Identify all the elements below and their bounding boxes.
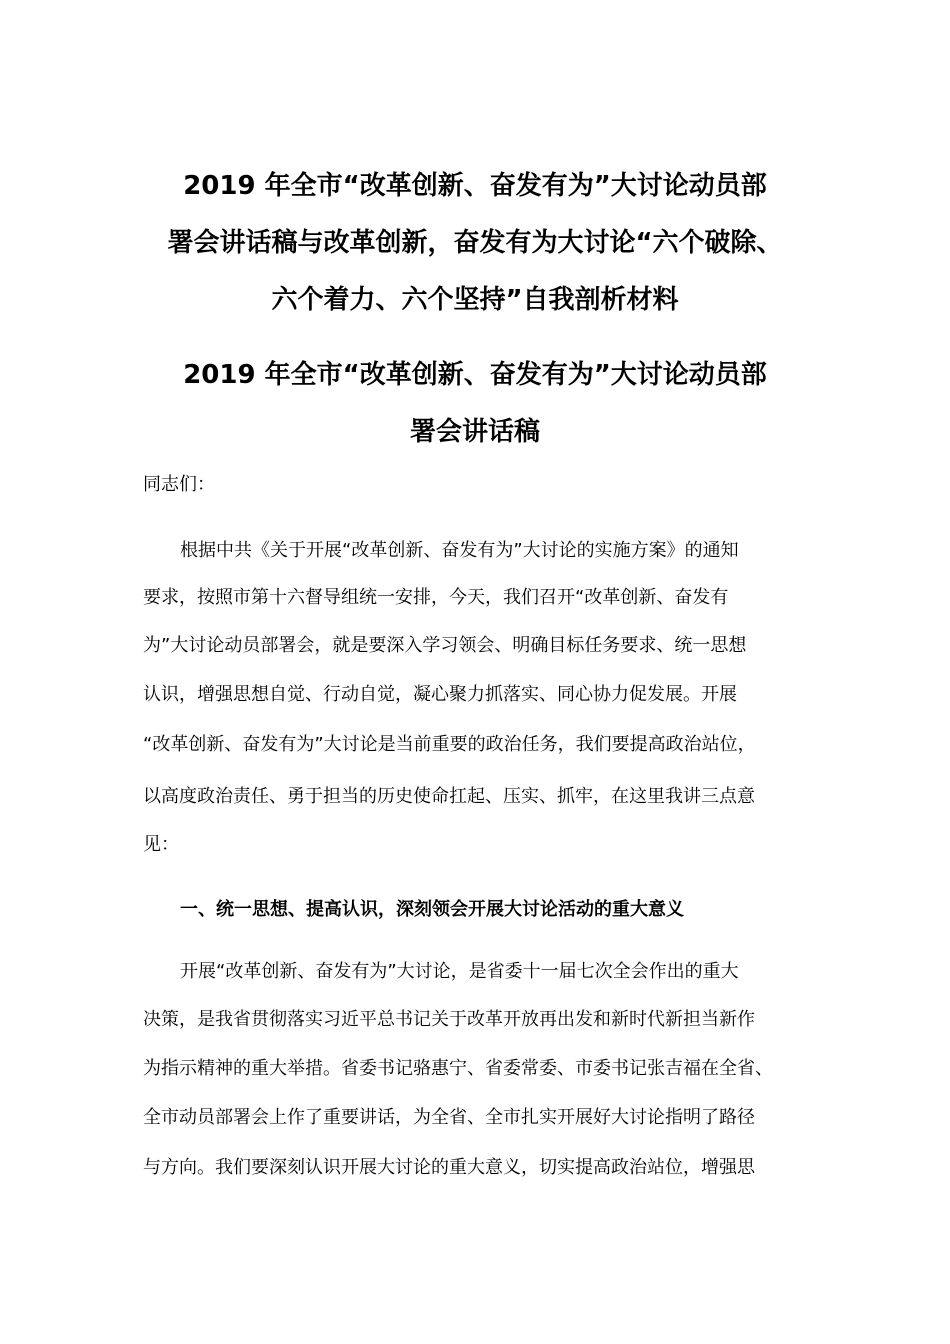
- paragraph-line: 根据中共《关于开展“改革创新、奋发有为”大讨论的实施方案》的通知: [180, 540, 739, 561]
- paragraph-line: “改革创新、奋发有为”大讨论是当前重要的政治任务，我们要提高政治站位，: [143, 734, 756, 755]
- salutation: 同志们：: [143, 474, 215, 495]
- speech-title: [120, 347, 830, 461]
- paragraph-line: 为”大讨论动员部署会，就是要深入学习领会、明确目标任务要求、统一思想: [143, 635, 747, 656]
- paragraph-line: 要求，按照市第十六督导组统一安排，今天，我们召开“改革创新、奋发有: [143, 587, 729, 608]
- paragraph-line: 认识，增强思想自觉、行动自觉，凝心聚力抓落实、同心协力促发展。开展: [143, 684, 737, 705]
- speech-title-line: 署会讲话稿: [409, 417, 540, 447]
- document-title: [120, 158, 830, 329]
- paragraph-line: 以高度政治责任、勇于担当的历史使命扛起、压实、抓牢，在这里我讲三点意: [143, 786, 755, 807]
- paragraph-line: 见：: [143, 834, 179, 855]
- document-title-line: 2019 年全市“改革创新、奋发有为”大讨论动员部: [183, 171, 767, 201]
- document-title-line: 六个着力、六个坚持”自我剖析材料: [271, 285, 679, 315]
- paragraph-line: 与方向。我们要深刻认识开展大讨论的重大意义，切实提高政治站位，增强思: [143, 1157, 755, 1178]
- document-title-line: 署会讲话稿与改革创新，奋发有为大讨论“六个破除、: [167, 228, 783, 258]
- paragraph-line: 开展“改革创新、奋发有为”大讨论，是省委十一届七次全会作出的重大: [180, 961, 739, 982]
- section-heading: 一、统一思想、提高认识，深刻领会开展大讨论活动的重大意义: [180, 899, 684, 920]
- paragraph-line: 全市动员部署会上作了重要讲话，为全省、全市扎实开展好大讨论指明了路径: [143, 1107, 755, 1128]
- paragraph-line: 为指示精神的重大举措。省委书记骆惠宁、省委常委、市委书记张吉福在全省、: [143, 1058, 773, 1079]
- paragraph-line: 决策，是我省贯彻落实习近平总书记关于改革开放再出发和新时代新担当新作: [143, 1009, 755, 1030]
- speech-title-line: 2019 年全市“改革创新、奋发有为”大讨论动员部: [183, 360, 767, 390]
